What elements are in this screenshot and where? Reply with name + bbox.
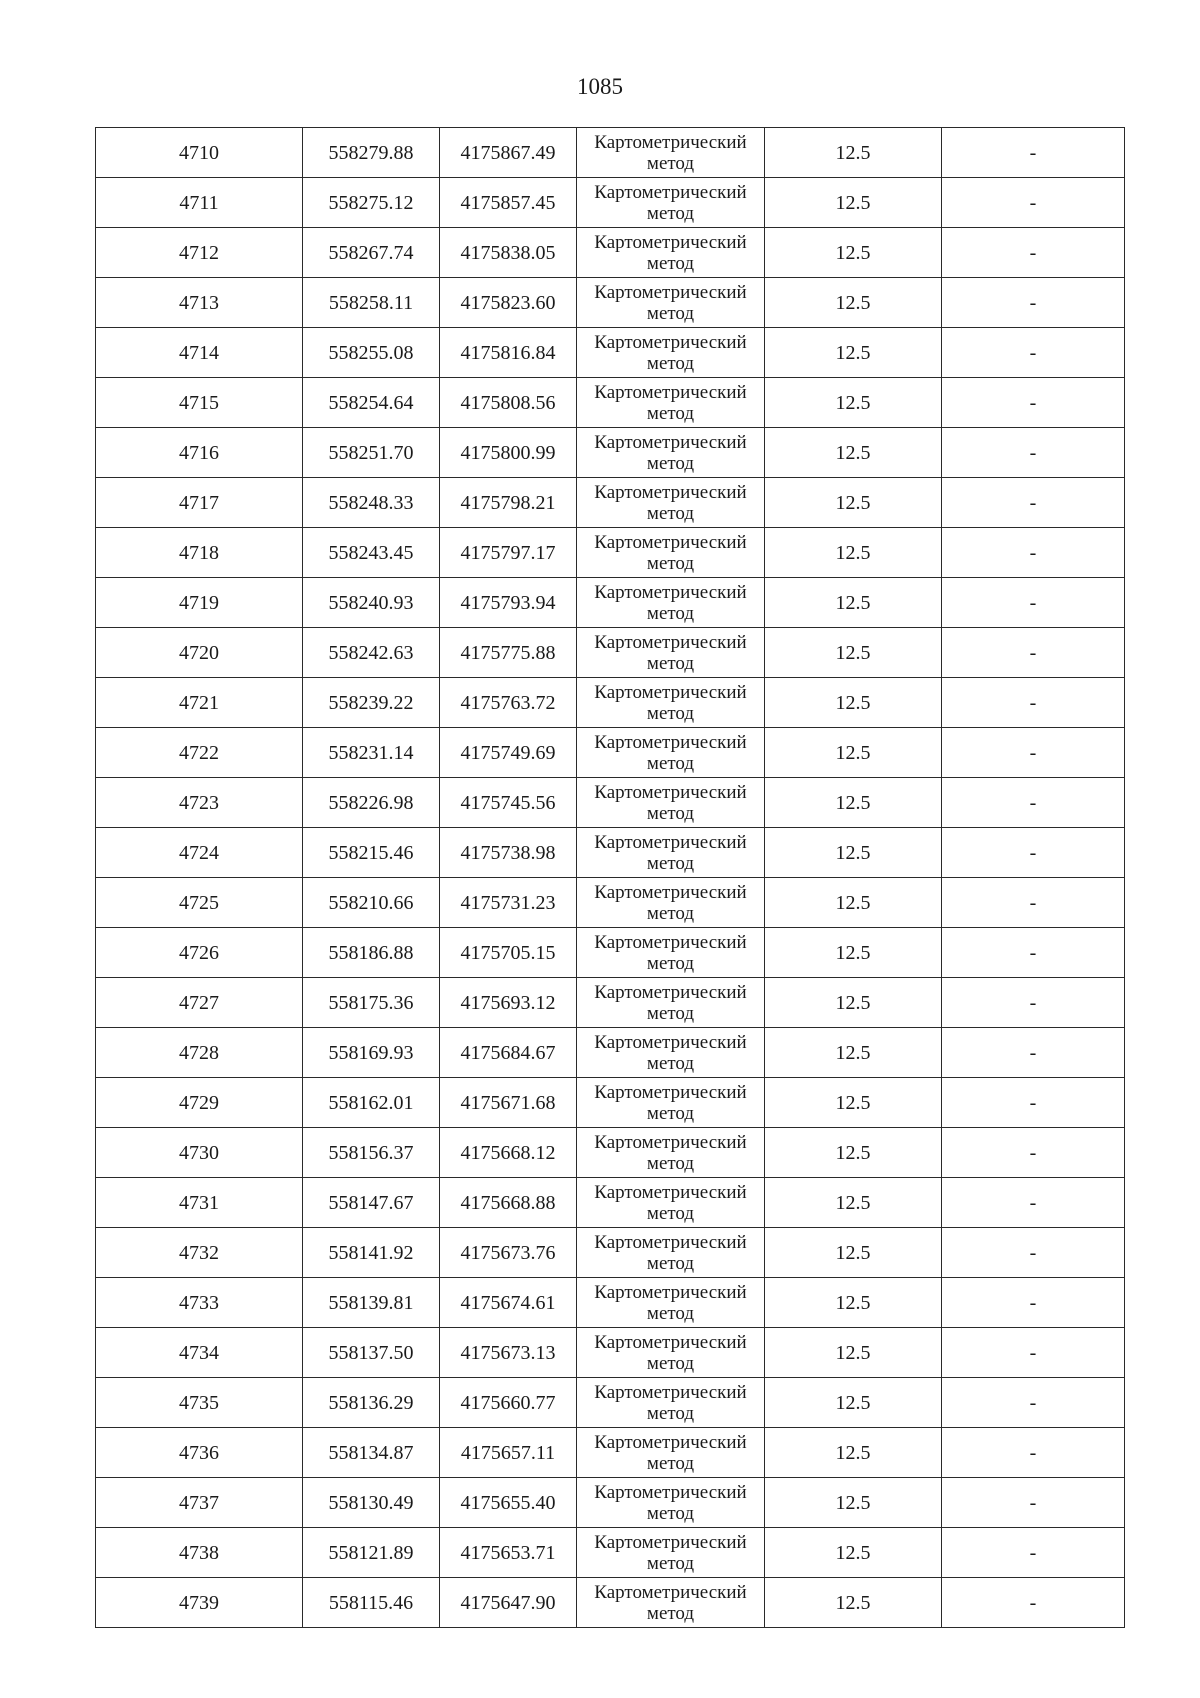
- method-label-line2: метод: [646, 1002, 695, 1024]
- x-coordinate-cell: 558255.08: [303, 328, 440, 378]
- note-cell: -: [942, 1528, 1125, 1578]
- method-cell: [577, 178, 765, 228]
- point-number-cell: 4723: [96, 778, 303, 828]
- x-coordinate-cell: 558279.88: [303, 128, 440, 178]
- accuracy-cell: 12.5: [765, 628, 942, 678]
- point-number-cell: 4731: [96, 1178, 303, 1228]
- method-label-line2: метод: [646, 1502, 695, 1524]
- method-label-line2: метод: [646, 1602, 695, 1624]
- point-number-cell: 4730: [96, 1128, 303, 1178]
- point-number-cell: 4712: [96, 228, 303, 278]
- x-coordinate-cell: 558169.93: [303, 1028, 440, 1078]
- method-cell: [577, 1028, 765, 1078]
- method-label-line2: метод: [646, 1052, 695, 1074]
- point-number-cell: 4717: [96, 478, 303, 528]
- method-cell: [577, 1278, 765, 1328]
- y-coordinate-cell: 4175838.05: [440, 228, 577, 278]
- x-coordinate-cell: 558275.12: [303, 178, 440, 228]
- x-coordinate-cell: 558147.67: [303, 1178, 440, 1228]
- y-coordinate-cell: 4175693.12: [440, 978, 577, 1028]
- method-label-line1: Картометрический: [594, 931, 747, 953]
- method-label-line1: Картометрический: [594, 131, 747, 153]
- x-coordinate-cell: 558258.11: [303, 278, 440, 328]
- table-row: [96, 578, 1125, 628]
- accuracy-cell: 12.5: [765, 528, 942, 578]
- note-cell: -: [942, 1478, 1125, 1528]
- table-row: [96, 1428, 1125, 1478]
- table-row: [96, 778, 1125, 828]
- y-coordinate-cell: 4175671.68: [440, 1078, 577, 1128]
- note-cell: -: [942, 228, 1125, 278]
- table-row: [96, 1278, 1125, 1328]
- method-label-line1: Картометрический: [594, 881, 747, 903]
- method-cell: [577, 1528, 765, 1578]
- x-coordinate-cell: 558240.93: [303, 578, 440, 628]
- note-cell: -: [942, 1578, 1125, 1628]
- x-coordinate-cell: 558226.98: [303, 778, 440, 828]
- x-coordinate-cell: 558141.92: [303, 1228, 440, 1278]
- method-label-line1: Картометрический: [594, 1031, 747, 1053]
- note-cell: -: [942, 1278, 1125, 1328]
- coordinates-table: [95, 127, 1125, 1628]
- method-cell: [577, 378, 765, 428]
- point-number-cell: 4713: [96, 278, 303, 328]
- y-coordinate-cell: 4175745.56: [440, 778, 577, 828]
- accuracy-cell: 12.5: [765, 1028, 942, 1078]
- method-cell: [577, 828, 765, 878]
- method-cell: [577, 978, 765, 1028]
- method-label-line1: Картометрический: [594, 1281, 747, 1303]
- table-row: [96, 478, 1125, 528]
- method-label-line2: метод: [646, 1202, 695, 1224]
- table-row: [96, 1078, 1125, 1128]
- method-label-line2: метод: [646, 1102, 695, 1124]
- method-label-line1: Картометрический: [594, 431, 747, 453]
- table-row: [96, 178, 1125, 228]
- y-coordinate-cell: 4175731.23: [440, 878, 577, 928]
- method-cell: [577, 1228, 765, 1278]
- x-coordinate-cell: 558239.22: [303, 678, 440, 728]
- y-coordinate-cell: 4175660.77: [440, 1378, 577, 1428]
- method-cell: [577, 1478, 765, 1528]
- method-label-line1: Картометрический: [594, 981, 747, 1003]
- method-label-line2: метод: [646, 1552, 695, 1574]
- accuracy-cell: 12.5: [765, 1428, 942, 1478]
- x-coordinate-cell: 558242.63: [303, 628, 440, 678]
- point-number-cell: 4711: [96, 178, 303, 228]
- note-cell: -: [942, 128, 1125, 178]
- point-number-cell: 4710: [96, 128, 303, 178]
- method-label-line2: метод: [646, 652, 695, 674]
- note-cell: -: [942, 378, 1125, 428]
- method-cell: [577, 1378, 765, 1428]
- method-label-line1: Картометрический: [594, 631, 747, 653]
- point-number-cell: 4735: [96, 1378, 303, 1428]
- table-row: [96, 378, 1125, 428]
- coordinates-table-body: [96, 128, 1125, 1628]
- point-number-cell: 4725: [96, 878, 303, 928]
- method-label-line1: Картометрический: [594, 831, 747, 853]
- method-label-line1: Картометрический: [594, 731, 747, 753]
- accuracy-cell: 12.5: [765, 478, 942, 528]
- accuracy-cell: 12.5: [765, 828, 942, 878]
- y-coordinate-cell: 4175647.90: [440, 1578, 577, 1628]
- point-number-cell: 4738: [96, 1528, 303, 1578]
- table-row: [96, 278, 1125, 328]
- x-coordinate-cell: 558254.64: [303, 378, 440, 428]
- y-coordinate-cell: 4175797.17: [440, 528, 577, 578]
- method-label-line2: метод: [646, 252, 695, 274]
- x-coordinate-cell: 558162.01: [303, 1078, 440, 1128]
- note-cell: -: [942, 1028, 1125, 1078]
- method-label-line2: метод: [646, 852, 695, 874]
- accuracy-cell: 12.5: [765, 1478, 942, 1528]
- note-cell: -: [942, 1078, 1125, 1128]
- method-cell: [577, 578, 765, 628]
- x-coordinate-cell: 558210.66: [303, 878, 440, 928]
- accuracy-cell: 12.5: [765, 728, 942, 778]
- note-cell: -: [942, 428, 1125, 478]
- method-label-line2: метод: [646, 1352, 695, 1374]
- accuracy-cell: 12.5: [765, 578, 942, 628]
- y-coordinate-cell: 4175655.40: [440, 1478, 577, 1528]
- method-label-line1: Картометрический: [594, 1381, 747, 1403]
- method-label-line2: метод: [646, 502, 695, 524]
- table-row: [96, 1478, 1125, 1528]
- method-cell: [577, 278, 765, 328]
- y-coordinate-cell: 4175798.21: [440, 478, 577, 528]
- note-cell: -: [942, 928, 1125, 978]
- method-cell: [577, 1128, 765, 1178]
- method-label-line2: метод: [646, 152, 695, 174]
- accuracy-cell: 12.5: [765, 1578, 942, 1628]
- accuracy-cell: 12.5: [765, 278, 942, 328]
- method-label-line2: метод: [646, 1152, 695, 1174]
- y-coordinate-cell: 4175857.45: [440, 178, 577, 228]
- note-cell: -: [942, 278, 1125, 328]
- accuracy-cell: 12.5: [765, 178, 942, 228]
- method-cell: [577, 128, 765, 178]
- point-number-cell: 4732: [96, 1228, 303, 1278]
- y-coordinate-cell: 4175867.49: [440, 128, 577, 178]
- method-label-line1: Картометрический: [594, 331, 747, 353]
- method-label-line2: метод: [646, 702, 695, 724]
- x-coordinate-cell: 558136.29: [303, 1378, 440, 1428]
- method-label-line1: Картометрический: [594, 1081, 747, 1103]
- method-cell: [577, 778, 765, 828]
- y-coordinate-cell: 4175653.71: [440, 1528, 577, 1578]
- method-label-line1: Картометрический: [594, 1431, 747, 1453]
- y-coordinate-cell: 4175816.84: [440, 328, 577, 378]
- y-coordinate-cell: 4175749.69: [440, 728, 577, 778]
- note-cell: -: [942, 1128, 1125, 1178]
- method-label-line2: метод: [646, 1302, 695, 1324]
- y-coordinate-cell: 4175657.11: [440, 1428, 577, 1478]
- method-label-line1: Картометрический: [594, 531, 747, 553]
- method-label-line2: метод: [646, 1402, 695, 1424]
- table-row: [96, 1578, 1125, 1628]
- y-coordinate-cell: 4175793.94: [440, 578, 577, 628]
- method-label-line2: метод: [646, 352, 695, 374]
- x-coordinate-cell: 558134.87: [303, 1428, 440, 1478]
- method-cell: [577, 228, 765, 278]
- table-row: [96, 128, 1125, 178]
- method-cell: [577, 928, 765, 978]
- note-cell: -: [942, 1378, 1125, 1428]
- y-coordinate-cell: 4175763.72: [440, 678, 577, 728]
- accuracy-cell: 12.5: [765, 1078, 942, 1128]
- point-number-cell: 4737: [96, 1478, 303, 1528]
- point-number-cell: 4736: [96, 1428, 303, 1478]
- table-row: [96, 1228, 1125, 1278]
- x-coordinate-cell: 558175.36: [303, 978, 440, 1028]
- method-label-line1: Картометрический: [594, 1531, 747, 1553]
- note-cell: -: [942, 978, 1125, 1028]
- point-number-cell: 4719: [96, 578, 303, 628]
- method-label-line1: Картометрический: [594, 1331, 747, 1353]
- table-row: [96, 728, 1125, 778]
- page-number: 1085: [577, 74, 623, 99]
- y-coordinate-cell: 4175705.15: [440, 928, 577, 978]
- note-cell: -: [942, 778, 1125, 828]
- method-cell: [577, 328, 765, 378]
- table-row: [96, 1178, 1125, 1228]
- note-cell: -: [942, 878, 1125, 928]
- point-number-cell: 4715: [96, 378, 303, 428]
- method-label-line2: метод: [646, 552, 695, 574]
- accuracy-cell: 12.5: [765, 1178, 942, 1228]
- point-number-cell: 4728: [96, 1028, 303, 1078]
- x-coordinate-cell: 558215.46: [303, 828, 440, 878]
- x-coordinate-cell: 558121.89: [303, 1528, 440, 1578]
- method-cell: [577, 678, 765, 728]
- point-number-cell: 4739: [96, 1578, 303, 1628]
- accuracy-cell: 12.5: [765, 1378, 942, 1428]
- note-cell: -: [942, 1428, 1125, 1478]
- y-coordinate-cell: 4175668.88: [440, 1178, 577, 1228]
- y-coordinate-cell: 4175800.99: [440, 428, 577, 478]
- table-row: [96, 678, 1125, 728]
- accuracy-cell: 12.5: [765, 428, 942, 478]
- note-cell: -: [942, 1328, 1125, 1378]
- accuracy-cell: 12.5: [765, 1328, 942, 1378]
- note-cell: -: [942, 178, 1125, 228]
- accuracy-cell: 12.5: [765, 1278, 942, 1328]
- table-row: [96, 1128, 1125, 1178]
- method-label-line2: метод: [646, 902, 695, 924]
- y-coordinate-cell: 4175808.56: [440, 378, 577, 428]
- accuracy-cell: 12.5: [765, 1228, 942, 1278]
- method-label-line2: метод: [646, 452, 695, 474]
- method-label-line1: Картометрический: [594, 381, 747, 403]
- method-cell: [577, 1078, 765, 1128]
- point-number-cell: 4718: [96, 528, 303, 578]
- y-coordinate-cell: 4175674.61: [440, 1278, 577, 1328]
- y-coordinate-cell: 4175684.67: [440, 1028, 577, 1078]
- point-number-cell: 4729: [96, 1078, 303, 1128]
- point-number-cell: 4720: [96, 628, 303, 678]
- table-row: [96, 1028, 1125, 1078]
- y-coordinate-cell: 4175738.98: [440, 828, 577, 878]
- y-coordinate-cell: 4175673.76: [440, 1228, 577, 1278]
- x-coordinate-cell: 558243.45: [303, 528, 440, 578]
- x-coordinate-cell: 558115.46: [303, 1578, 440, 1628]
- x-coordinate-cell: 558139.81: [303, 1278, 440, 1328]
- accuracy-cell: 12.5: [765, 678, 942, 728]
- method-label-line1: Картометрический: [594, 181, 747, 203]
- note-cell: -: [942, 478, 1125, 528]
- x-coordinate-cell: 558267.74: [303, 228, 440, 278]
- method-label-line2: метод: [646, 752, 695, 774]
- y-coordinate-cell: 4175775.88: [440, 628, 577, 678]
- method-label-line2: метод: [646, 602, 695, 624]
- method-cell: [577, 428, 765, 478]
- x-coordinate-cell: 558156.37: [303, 1128, 440, 1178]
- x-coordinate-cell: 558130.49: [303, 1478, 440, 1528]
- point-number-cell: 4714: [96, 328, 303, 378]
- method-label-line2: метод: [646, 402, 695, 424]
- table-row: [96, 978, 1125, 1028]
- accuracy-cell: 12.5: [765, 378, 942, 428]
- point-number-cell: 4722: [96, 728, 303, 778]
- table-row: [96, 228, 1125, 278]
- method-label-line1: Картометрический: [594, 1581, 747, 1603]
- point-number-cell: 4734: [96, 1328, 303, 1378]
- note-cell: -: [942, 578, 1125, 628]
- method-label-line1: Картометрический: [594, 1181, 747, 1203]
- accuracy-cell: 12.5: [765, 778, 942, 828]
- method-cell: [577, 478, 765, 528]
- x-coordinate-cell: 558248.33: [303, 478, 440, 528]
- point-number-cell: 4721: [96, 678, 303, 728]
- accuracy-cell: 12.5: [765, 128, 942, 178]
- table-row: [96, 528, 1125, 578]
- accuracy-cell: 12.5: [765, 1128, 942, 1178]
- x-coordinate-cell: 558231.14: [303, 728, 440, 778]
- note-cell: -: [942, 1228, 1125, 1278]
- table-row: [96, 1528, 1125, 1578]
- table-row: [96, 428, 1125, 478]
- method-cell: [577, 728, 765, 778]
- point-number-cell: 4726: [96, 928, 303, 978]
- method-label-line1: Картометрический: [594, 1231, 747, 1253]
- note-cell: -: [942, 728, 1125, 778]
- accuracy-cell: 12.5: [765, 978, 942, 1028]
- x-coordinate-cell: 558186.88: [303, 928, 440, 978]
- accuracy-cell: 12.5: [765, 1528, 942, 1578]
- table-row: [96, 1378, 1125, 1428]
- note-cell: -: [942, 328, 1125, 378]
- method-label-line1: Картометрический: [594, 781, 747, 803]
- method-label-line2: метод: [646, 302, 695, 324]
- note-cell: -: [942, 678, 1125, 728]
- note-cell: -: [942, 528, 1125, 578]
- table-row: [96, 1328, 1125, 1378]
- table-row: [96, 928, 1125, 978]
- accuracy-cell: 12.5: [765, 928, 942, 978]
- method-label-line1: Картометрический: [594, 231, 747, 253]
- accuracy-cell: 12.5: [765, 878, 942, 928]
- table-row: [96, 828, 1125, 878]
- method-cell: [577, 628, 765, 678]
- method-label-line1: Картометрический: [594, 1131, 747, 1153]
- y-coordinate-cell: 4175823.60: [440, 278, 577, 328]
- point-number-cell: 4727: [96, 978, 303, 1028]
- method-label-line1: Картометрический: [594, 681, 747, 703]
- y-coordinate-cell: 4175668.12: [440, 1128, 577, 1178]
- method-cell: [577, 1328, 765, 1378]
- table-row: [96, 628, 1125, 678]
- note-cell: -: [942, 628, 1125, 678]
- table-row: [96, 328, 1125, 378]
- method-cell: [577, 1578, 765, 1628]
- method-label-line1: Картометрический: [594, 481, 747, 503]
- point-number-cell: 4733: [96, 1278, 303, 1328]
- method-label-line1: Картометрический: [594, 281, 747, 303]
- x-coordinate-cell: 558137.50: [303, 1328, 440, 1378]
- point-number-cell: 4716: [96, 428, 303, 478]
- method-label-line2: метод: [646, 1252, 695, 1274]
- x-coordinate-cell: 558251.70: [303, 428, 440, 478]
- method-label-line2: метод: [646, 1452, 695, 1474]
- method-cell: [577, 528, 765, 578]
- method-cell: [577, 878, 765, 928]
- method-label-line2: метод: [646, 802, 695, 824]
- method-label-line2: метод: [646, 202, 695, 224]
- method-cell: [577, 1428, 765, 1478]
- note-cell: -: [942, 828, 1125, 878]
- method-cell: [577, 1178, 765, 1228]
- method-label-line2: метод: [646, 952, 695, 974]
- point-number-cell: 4724: [96, 828, 303, 878]
- method-label-line1: Картометрический: [594, 1481, 747, 1503]
- y-coordinate-cell: 4175673.13: [440, 1328, 577, 1378]
- accuracy-cell: 12.5: [765, 228, 942, 278]
- table-row: [96, 878, 1125, 928]
- method-label-line1: Картометрический: [594, 581, 747, 603]
- note-cell: -: [942, 1178, 1125, 1228]
- accuracy-cell: 12.5: [765, 328, 942, 378]
